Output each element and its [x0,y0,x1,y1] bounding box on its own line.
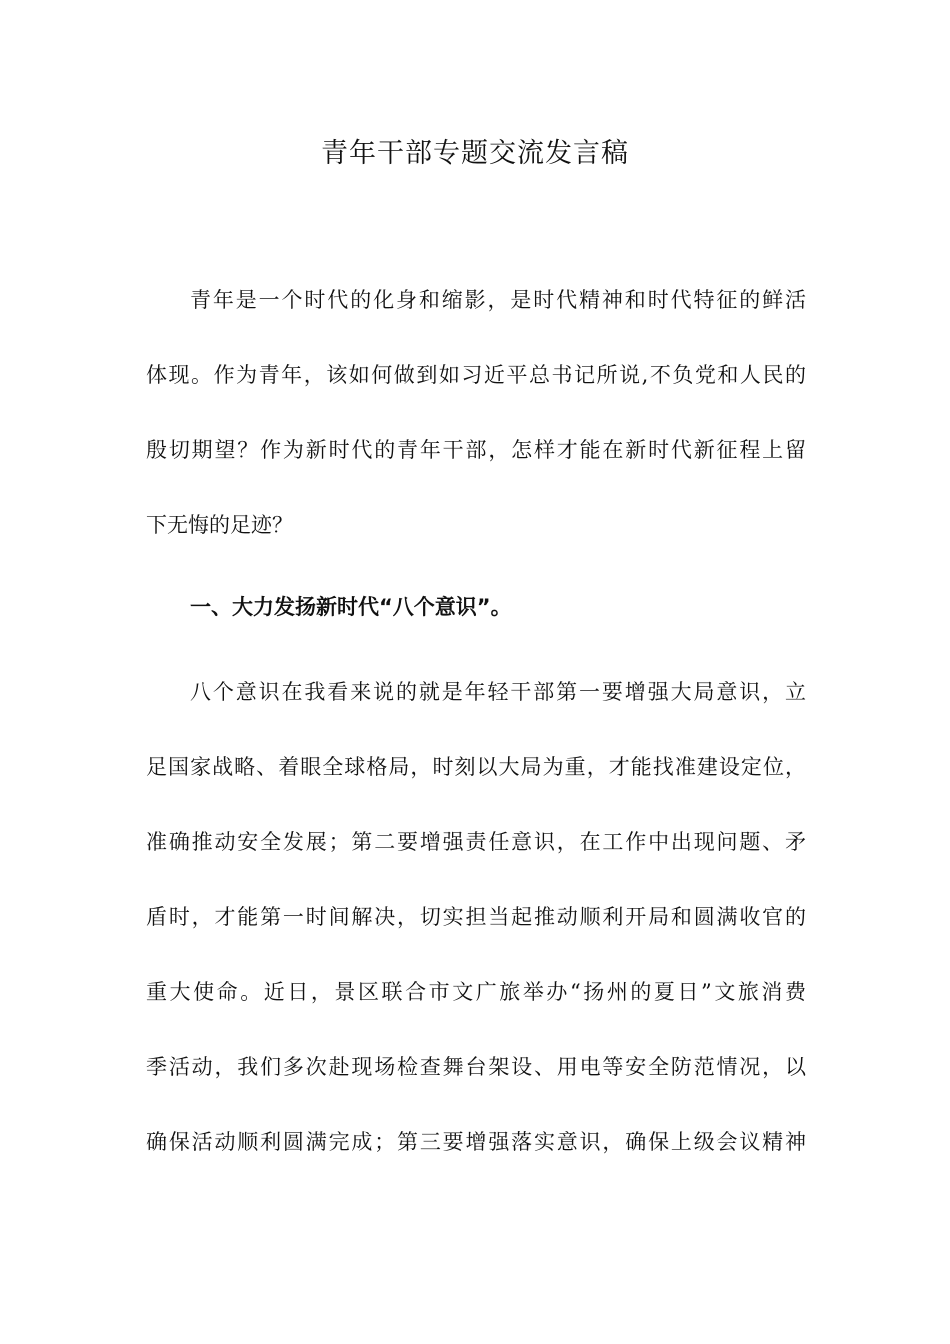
paragraph-line: 青年是一个时代的化身和缩影，是时代精神和时代特征的鲜活 [190,288,806,312]
paragraph-line: 确保活动顺利圆满完成；第三要增强落实意识，确保上级会议精神 [146,1130,806,1154]
paragraph-line: 下无悔的足迹？ [146,513,293,537]
section-heading: 一、大力发扬新时代“八个意识”。 [190,595,512,619]
paragraph-line: 体现。作为青年，该如何做到如习近平总书记所说,不负党和人民的 [146,363,806,387]
paragraph-line: 足国家战略、着眼全球格局，时刻以大局为重，才能找准建设定位， [146,755,806,779]
paragraph-line: 准确推动安全发展；第二要增强责任意识，在工作中出现问题、矛 [146,830,806,854]
paragraph-line: 殷切期望？作为新时代的青年干部，怎样才能在新时代新征程上留 [146,438,806,462]
paragraph-line: 重大使命。近日，景区联合市文广旅举办“扬州的夏日”文旅消费 [146,980,806,1004]
paragraph-line: 八个意识在我看来说的就是年轻干部第一要增强大局意识，立 [190,680,806,704]
paragraph-line: 季活动，我们多次赴现场检查舞台架设、用电等安全防范情况，以 [146,1055,806,1079]
document-title: 青年干部专题交流发言稿 [321,138,629,169]
paragraph-line: 盾时，才能第一时间解决，切实担当起推动顺利开局和圆满收官的 [146,905,806,929]
